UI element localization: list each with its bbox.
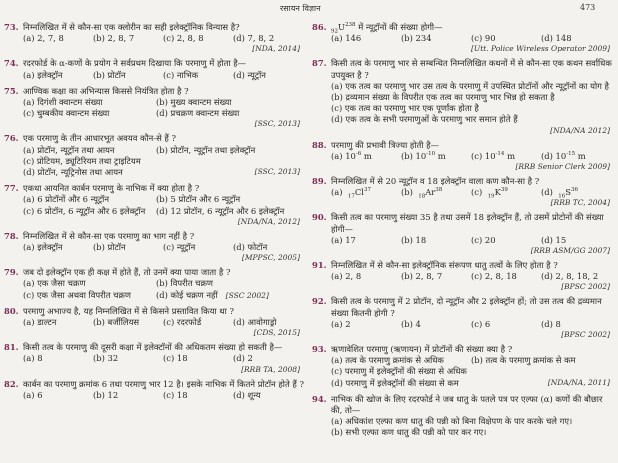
option-b: (b) सभी एल्फा कण धातु की पन्नी को पार कर गए। bbox=[331, 427, 487, 438]
exam-source: [BPSC 2002] bbox=[561, 282, 610, 292]
question-81 bbox=[4, 342, 304, 373]
option-a: (a) दिगंशी क्वान्टम संख्या bbox=[23, 97, 103, 108]
question-75 bbox=[4, 86, 304, 129]
option-label: (b) bbox=[401, 187, 413, 198]
mass-number: 37 bbox=[363, 187, 371, 194]
question-90 bbox=[312, 212, 614, 255]
option-a: (a) इलेक्ट्रॉन bbox=[23, 69, 63, 80]
option-c: (c) एक जैसा अथवा विपरीत चक्रण bbox=[23, 289, 131, 300]
question-number: 87. bbox=[312, 58, 327, 69]
option-label: (a) bbox=[331, 187, 343, 198]
option-c: (c) नाभिक bbox=[163, 69, 199, 80]
exam-source: [BPSC 2002] bbox=[561, 330, 610, 340]
option-a: (a) 17 bbox=[331, 234, 356, 245]
question-number: 75. bbox=[4, 85, 19, 96]
option-b: (b) विपरीत चक्रण bbox=[156, 278, 213, 289]
page-number: 473 bbox=[580, 3, 596, 12]
option-b: (b) प्रोटॉन bbox=[93, 69, 126, 80]
question-text: परमाणु अभाज्य है, यह निम्नलिखित में से किसने प्रस्तावित किया था ? bbox=[23, 305, 234, 316]
element-symbol: K bbox=[494, 187, 501, 198]
unit: m bbox=[361, 150, 372, 161]
option-c: (c) न्यूट्रॉन bbox=[163, 242, 196, 253]
atomic-number: 17 bbox=[347, 193, 355, 200]
option-label: (c) 10 bbox=[471, 150, 496, 161]
question-text: कार्बन का परमाणु क्रमांक 6 तथा परमाणु भार 12 है। इसके नाभिक में कितने प्रोटॉन होते हैं ? bbox=[23, 378, 304, 389]
question-number: 76. bbox=[4, 133, 19, 144]
option-c: (c) 20 bbox=[471, 234, 496, 245]
question-94 bbox=[312, 394, 614, 439]
option-a: (a) अधिकांश एल्फा कण धातु की पन्नी को बिना विक्षेपण के पार करके चले गए। bbox=[331, 416, 573, 427]
question-text: किसी तत्व के परमाणु भार से सम्बन्धित निम्नलिखित कथनों में से कौन-सा एक कथन सर्वाधिक उपयुक्त है ? bbox=[331, 58, 612, 80]
option-label: (c) bbox=[471, 187, 483, 198]
question-number: 82. bbox=[4, 378, 19, 389]
option-c: (c) चुम्बकीय क्वान्टम संख्या bbox=[23, 108, 110, 119]
element-symbol: U bbox=[338, 22, 346, 32]
unit: m bbox=[435, 150, 446, 161]
option-c: (c) 2, 8, 8 bbox=[163, 33, 204, 44]
question-86 bbox=[312, 22, 614, 53]
exam-source: [SSC 2002] bbox=[225, 290, 269, 300]
exponent: -15 bbox=[566, 151, 576, 158]
option-a: (a) एक तत्व का परमाणु भार उस तत्व के परमाणु में उपस्थित प्रोटॉनों और न्यूट्रॉनों का योग है bbox=[331, 80, 609, 91]
option-b: (b) 5 प्रोटॉन और 6 न्यूट्रॉन bbox=[156, 194, 241, 205]
question-text: ऋणावेशित परमाणु (ऋणायन) में प्रोटॉनों की संख्या क्या है ? bbox=[331, 344, 513, 355]
mass-number: 38 bbox=[435, 187, 443, 194]
option-b: (b) मुख्य क्वान्टम संख्या bbox=[156, 97, 232, 108]
mass-number: 36 bbox=[570, 187, 578, 194]
mass-number: 39 bbox=[500, 187, 508, 194]
option-a: (a) 2, 7, 8 bbox=[23, 33, 64, 44]
option-b: (b) 18 bbox=[401, 234, 427, 245]
question-number: 88. bbox=[312, 139, 327, 150]
option-d: (d) 148 bbox=[541, 33, 572, 44]
question-number: 90. bbox=[312, 212, 327, 223]
question-77 bbox=[4, 183, 304, 226]
option-b: (b) 2, 8, 7 bbox=[93, 33, 135, 44]
question-78 bbox=[4, 231, 304, 262]
option-c: (c) 90 bbox=[471, 33, 496, 44]
question-text: रदरफोर्ड के α-कणों के प्रयोग ने सर्वप्रथम दिखाया कि परमाणु में होता है— bbox=[23, 58, 247, 69]
option-a: (a) 8 bbox=[23, 353, 43, 364]
option-c: (c) 6 प्रोटॉन, 6 न्यूट्रॉन और 6 इलेक्ट्रॉन bbox=[23, 205, 146, 216]
question-number: 86. bbox=[312, 22, 327, 32]
question-number: 92. bbox=[312, 296, 327, 307]
question-text: एकधा आयनित कार्बन परमाणु के नाभिक में क्या होता है ? bbox=[23, 183, 200, 194]
mass-number: 238 bbox=[345, 22, 356, 29]
question-number: 80. bbox=[4, 305, 19, 316]
option-a bbox=[331, 187, 401, 198]
option-b bbox=[401, 151, 471, 162]
option-c: (c) रदरफोर्ड bbox=[163, 317, 202, 328]
question-number: 91. bbox=[312, 260, 327, 271]
exam-source: [NDA/NA 2012] bbox=[550, 125, 610, 135]
option-d: (d) 2 bbox=[233, 353, 253, 364]
option-b: (b) 4 bbox=[401, 318, 421, 329]
option-label: (d) bbox=[541, 187, 553, 198]
option-a: (a) एक जैसा चक्रण bbox=[23, 278, 86, 289]
option-a: (a) डाल्टन bbox=[23, 317, 57, 328]
question-73 bbox=[4, 22, 304, 53]
page-header bbox=[0, 3, 618, 15]
option-b: (b) प्रोटॉन, न्यूट्रॉन तथा इलेक्ट्रॉन bbox=[156, 144, 256, 155]
question-text bbox=[331, 22, 614, 33]
question-text: निम्नलिखित में से कौन-सा एक परमाणु का भाग नहीं है ? bbox=[23, 230, 195, 241]
option-c bbox=[471, 151, 541, 162]
option-c: (c) 18 bbox=[163, 389, 188, 400]
question-89 bbox=[312, 176, 614, 207]
exam-source: [NDA, 2014] bbox=[252, 44, 300, 54]
question-93 bbox=[312, 344, 614, 389]
option-d: (d) शून्य bbox=[233, 389, 261, 400]
option-a: (a) तत्व के परमाणु क्रमांक से अधिक bbox=[331, 355, 444, 366]
option-b bbox=[401, 187, 471, 198]
option-a: (a) इलेक्ट्रॉन bbox=[23, 242, 63, 253]
option-d bbox=[156, 290, 304, 301]
question-79 bbox=[4, 267, 304, 301]
question-text: नाभिक की खोज के लिए रदरफोर्ड ने जब धातु के पतले पत्र पर एल्फा (α) कणों की बौछार की, तो— bbox=[331, 393, 603, 416]
question-text: एक परमाणु के तीन आधारभूत अवयव कौन-से हैं ? bbox=[23, 133, 177, 144]
option-d: (d) आवोगाड्रो bbox=[233, 317, 277, 328]
element-symbol: Ar bbox=[425, 187, 436, 198]
option-d: (d) 2, 8, 18, 2 bbox=[541, 271, 599, 282]
question-88 bbox=[312, 140, 614, 171]
option-b: (b) 32 bbox=[93, 353, 119, 364]
option-d: (d) 15 bbox=[541, 234, 567, 245]
exam-source: [SSC, 2013] bbox=[254, 119, 300, 129]
question-number: 77. bbox=[4, 183, 19, 194]
option-c: (c) 2, 8, 18 bbox=[471, 271, 517, 282]
option-a: (a) 146 bbox=[331, 33, 362, 44]
atomic-number: 16 bbox=[558, 193, 566, 200]
option-d: (d) परमाणु में इलेक्ट्रॉनों की संख्या से कम bbox=[331, 377, 459, 388]
option-b: (b) द्रव्यमान संख्या के विपरीत एक तत्व का परमाणु भार भिन्न हो सकता है bbox=[331, 92, 555, 103]
question-number: 81. bbox=[4, 342, 19, 353]
question-number: 79. bbox=[4, 267, 19, 278]
question-82 bbox=[4, 379, 304, 401]
question-76 bbox=[4, 133, 304, 178]
option-d: (d) फोटॉन bbox=[233, 242, 268, 253]
atomic-number: 92 bbox=[331, 28, 338, 35]
option-a: (a) प्रोटॉन, न्यूट्रॉन तथा आयन bbox=[23, 144, 115, 155]
question-text: किसी तत्व का परमाणु संख्या 35 है तथा उसमें 18 इलेक्ट्रॉन हैं, तो उसमें प्रोटोनों की संख्या होगी— bbox=[331, 212, 604, 234]
option-d: (d) 12 प्रोटॉन, 6 न्यूट्रॉन और 6 इलेक्ट्रॉन bbox=[156, 205, 285, 216]
question-number: 89. bbox=[312, 176, 327, 187]
option-b: (b) प्रोटॉन bbox=[93, 242, 126, 253]
question-92 bbox=[312, 296, 614, 339]
question-text: किसी तत्व के परमाणु की दूसरी कक्षा में इलेक्टॉनों की अधिकतम संख्या हो सकती है— bbox=[23, 342, 283, 353]
subject-title: रसायन विज्ञान bbox=[280, 4, 321, 13]
question-80 bbox=[4, 306, 304, 337]
element-symbol: S bbox=[565, 187, 571, 198]
option-d bbox=[541, 187, 614, 198]
question-text: परमाणु की प्रभावी त्रिज्या होती है— bbox=[331, 139, 439, 150]
option-a: (a) 6 bbox=[23, 389, 43, 400]
exam-source: [NDA/NA, 2012] bbox=[237, 216, 300, 226]
option-label: (d) 10 bbox=[541, 150, 567, 161]
option-b: (b) 2, 8, 7 bbox=[401, 271, 443, 282]
atomic-number: 19 bbox=[487, 193, 495, 200]
question-number: 94. bbox=[312, 393, 327, 404]
question-text: जब दो इलेक्ट्रॉन एक ही कक्ष में होते हैं, तो उनमें क्या पाया जाता है ? bbox=[23, 267, 231, 278]
option-b: (b) 234 bbox=[401, 33, 432, 44]
exam-source: [RRB TA, 2008] bbox=[241, 364, 300, 374]
exam-source: [RRB ASM/GG 2007] bbox=[530, 246, 610, 256]
right-column bbox=[312, 22, 614, 444]
question-74 bbox=[4, 58, 304, 80]
unit: m bbox=[575, 150, 586, 161]
exam-source: [MPPSC, 2005] bbox=[241, 253, 300, 263]
option-a bbox=[331, 151, 401, 162]
exponent: -6 bbox=[355, 151, 362, 158]
question-text: निम्नलिखित में से 20 न्यूट्रॉन व 18 इलेक्ट्रॉन वाला कण कौन-सा है ? bbox=[331, 176, 540, 187]
question-87 bbox=[312, 58, 614, 134]
question-number: 73. bbox=[4, 22, 19, 32]
question-text: आण्विक कक्षा का अभिन्यास किससे नियंत्रित होता है ? bbox=[23, 85, 189, 96]
option-c: (c) 18 bbox=[163, 353, 188, 364]
option-label: (a) 10 bbox=[331, 150, 356, 161]
exam-source: [SSC, 2013] bbox=[254, 167, 300, 177]
exponent: -14 bbox=[495, 151, 505, 158]
option-b: (b) 12 bbox=[93, 389, 119, 400]
exam-source: [RRB Senior Clerk 2009] bbox=[515, 162, 610, 172]
option-d bbox=[541, 151, 614, 162]
question-number: 78. bbox=[4, 230, 19, 241]
exam-source: [CDS, 2015] bbox=[253, 328, 300, 338]
option-a: (a) 6 प्रोटॉनों और 6 न्यूट्रॉन bbox=[23, 194, 109, 205]
question-text: किसी तत्व के परमाणु में 2 प्रोटॉन, दो न्यूट्रॉन और 2 इलेक्ट्रॉन हों; तो उस तत्व की द्रव्यमान संख्या कितनी होगी ? bbox=[331, 296, 602, 318]
option-c: (c) एक तत्व का परमाणु भार एक पूर्णांक होता है bbox=[331, 103, 479, 114]
option-d: (d) प्रचक्रण क्वान्टम संख्या bbox=[156, 108, 240, 119]
option-d: (d) प्रोटॉन, न्यूट्रिनोस तथा आयन bbox=[23, 167, 123, 178]
option-d: (d) 7, 8, 2 bbox=[233, 33, 275, 44]
option-b: (b) बर्जीलियस bbox=[93, 317, 140, 328]
option-c: (c) प्रोटियम, ड्यूटिरियम तथा ट्राइटियम bbox=[23, 155, 141, 166]
atomic-number: 18 bbox=[418, 193, 426, 200]
option-c bbox=[471, 187, 541, 198]
option-a: (a) 2 bbox=[331, 318, 351, 329]
option-d: (d) न्यूट्रॉन bbox=[233, 69, 266, 80]
question-number: 74. bbox=[4, 58, 19, 69]
exam-source: [RRB TC, 2004] bbox=[550, 198, 610, 208]
element-symbol: Cl bbox=[354, 187, 364, 198]
question-number: 93. bbox=[312, 344, 327, 355]
question-text-body: में न्यूट्रॉनों की संख्या होगी— bbox=[355, 22, 443, 32]
question-91 bbox=[312, 260, 614, 291]
option-c: (c) परमाणु में इलेक्ट्रॉनों की संख्या से अधिक bbox=[331, 366, 467, 377]
option-a: (a) 2, 8 bbox=[331, 271, 362, 282]
exam-source: [NDA/NA, 2011] bbox=[547, 377, 610, 387]
left-column bbox=[4, 22, 304, 406]
option-b: (b) तत्व के परमाणु क्रमांक से कम bbox=[471, 355, 576, 366]
exam-source: [Utt. Police Wireless Operator 2009] bbox=[471, 44, 610, 54]
option-label: (b) 10 bbox=[401, 150, 427, 161]
option-d-text: (d) कोई चक्रण नहीं bbox=[156, 289, 218, 300]
option-d: (d) एक तत्व के सभी परमाणुओं के परमाणु भार समान होते हैं bbox=[331, 114, 518, 125]
question-text: निम्नलिखित में से कौन-सा इलेक्ट्रॉनिक संरूपण धातु तत्वों के लिए होता है ? bbox=[331, 260, 558, 271]
question-text: निम्नलिखित में से कौन-सा एक क्लोरीन का सही इलेक्ट्रॉनिक विन्यास है? bbox=[23, 22, 240, 32]
option-c: (c) 6 bbox=[471, 318, 491, 329]
unit: m bbox=[504, 150, 516, 161]
option-d: (d) 8 bbox=[541, 318, 561, 329]
exponent: -10 bbox=[426, 151, 436, 158]
